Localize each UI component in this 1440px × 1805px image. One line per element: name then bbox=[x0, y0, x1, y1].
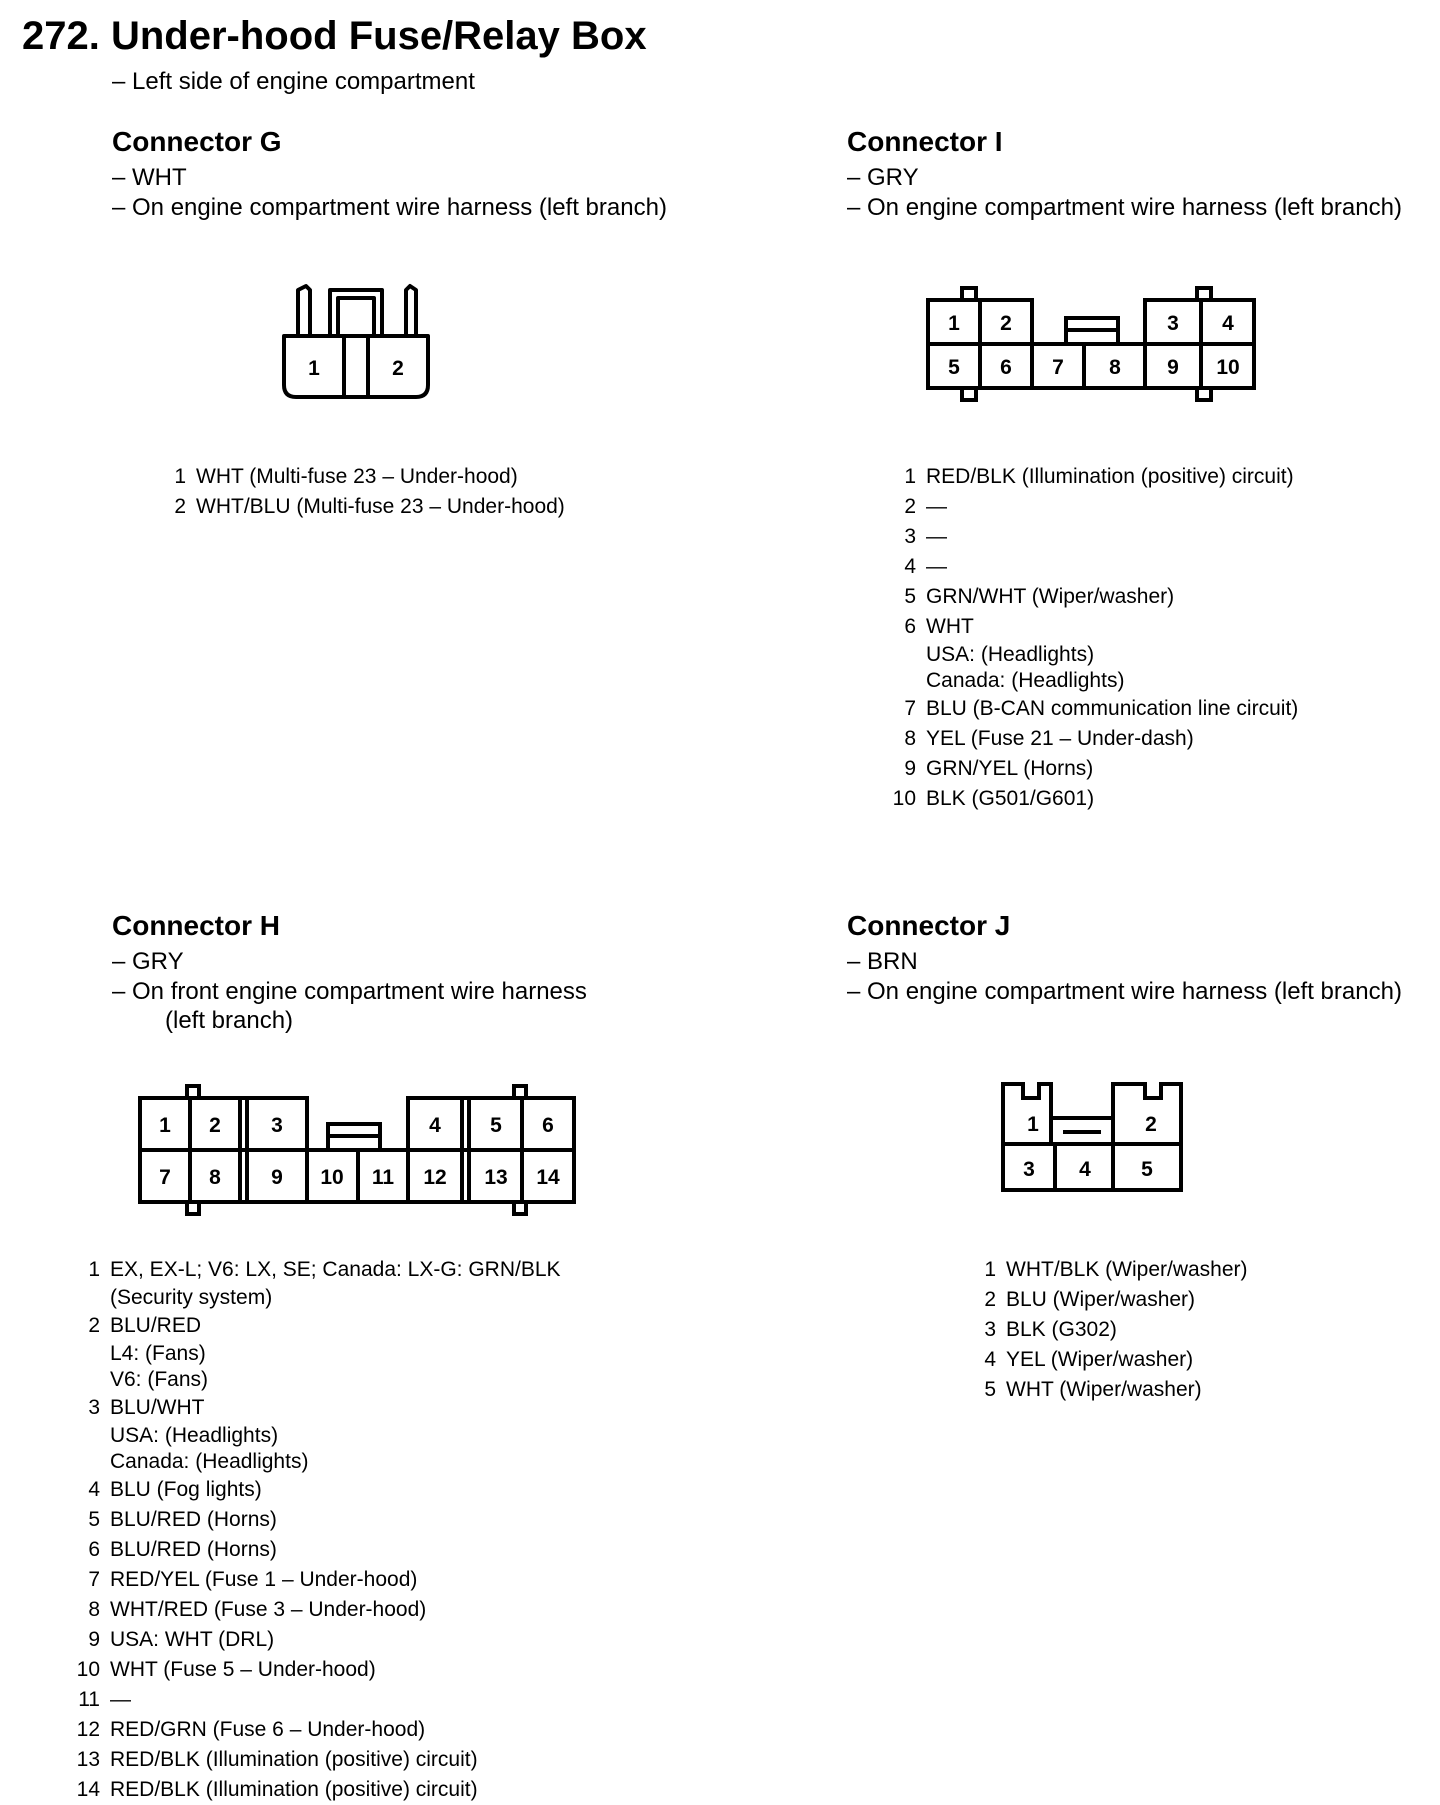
pin-row bbox=[64, 1535, 561, 1565]
connector-j-pin-list bbox=[960, 1255, 1248, 1405]
connector-h-pin-list bbox=[64, 1255, 561, 1805]
connector-g-left-latch bbox=[298, 286, 310, 336]
pin-description: BLU (Fog lights) bbox=[110, 1478, 262, 1501]
pin-number: 2 bbox=[984, 1288, 996, 1311]
connector-g-lock-inner bbox=[338, 298, 374, 336]
pin-row bbox=[880, 552, 1298, 582]
connector-i-cavity-label: 2 bbox=[1000, 312, 1012, 335]
connector-j-cavity-label: 5 bbox=[1141, 1158, 1153, 1181]
pin-row bbox=[64, 1715, 561, 1745]
connector-h-cavity-label: 6 bbox=[542, 1114, 554, 1137]
pin-row bbox=[64, 1625, 561, 1655]
connector-i-cavity-label: 4 bbox=[1222, 312, 1234, 335]
connector-h-cavity-label: 8 bbox=[209, 1166, 221, 1189]
connector-j-diagram bbox=[993, 1072, 1193, 1202]
pin-description: — bbox=[926, 525, 947, 548]
pin-number: 3 bbox=[984, 1318, 996, 1341]
pin-row bbox=[880, 724, 1298, 754]
pin-description-sub: L4: (Fans) bbox=[110, 1342, 206, 1365]
pin-row bbox=[64, 1595, 561, 1625]
pin-description-sub: USA: (Headlights) bbox=[110, 1424, 279, 1447]
pin-row bbox=[64, 1745, 561, 1775]
pin-row bbox=[64, 1655, 561, 1685]
pin-description: YEL (Fuse 21 – Under-dash) bbox=[926, 727, 1194, 750]
pin-description: RED/YEL (Fuse 1 – Under-hood) bbox=[110, 1568, 418, 1591]
pin-number: 3 bbox=[88, 1396, 100, 1419]
pin-row bbox=[960, 1345, 1248, 1375]
pin-row bbox=[960, 1285, 1248, 1315]
pin-description: BLU/RED (Horns) bbox=[110, 1538, 277, 1561]
connector-j-cavity-label: 1 bbox=[1027, 1113, 1039, 1136]
connector-i-title: Connector I bbox=[847, 126, 1003, 157]
connector-i-cavity-label: 3 bbox=[1167, 312, 1179, 335]
pin-number: 5 bbox=[904, 585, 916, 608]
pin-description: WHT/BLK (Wiper/washer) bbox=[1006, 1258, 1248, 1281]
connector-i-cavity-label: 5 bbox=[948, 356, 960, 379]
pin-number: 6 bbox=[88, 1538, 100, 1561]
pin-description: GRN/WHT (Wiper/washer) bbox=[926, 585, 1175, 608]
pin-description: WHT/BLU (Multi-fuse 23 – Under-hood) bbox=[196, 495, 565, 518]
pin-number: 4 bbox=[88, 1478, 100, 1501]
connector-h-cavity-label: 9 bbox=[271, 1166, 283, 1189]
pin-number: 2 bbox=[88, 1314, 100, 1337]
pin-description-sub: Canada: (Headlights) bbox=[110, 1450, 309, 1473]
connector-j-title: Connector J bbox=[847, 910, 1011, 941]
pin-row bbox=[880, 754, 1298, 784]
connector-h-title: Connector H bbox=[112, 910, 280, 941]
connector-g-cavity-label: 2 bbox=[392, 357, 404, 380]
pin-row bbox=[64, 1685, 561, 1715]
connector-h-cavity-label: 5 bbox=[490, 1114, 502, 1137]
pin-number: 10 bbox=[76, 1658, 100, 1681]
pin-row bbox=[64, 1255, 561, 1311]
connector-h-cavity-label: 14 bbox=[536, 1166, 560, 1189]
connector-h-color: – GRY bbox=[112, 948, 184, 975]
connector-i-cavity-label: 8 bbox=[1109, 356, 1121, 379]
pin-description: — bbox=[110, 1688, 131, 1711]
pin-row bbox=[64, 1565, 561, 1595]
pin-row bbox=[64, 1775, 561, 1805]
pin-number: 5 bbox=[984, 1378, 996, 1401]
connector-h-cavity-label: 3 bbox=[271, 1114, 283, 1137]
pin-description-main: BLU/RED bbox=[110, 1314, 202, 1337]
pin-number: 2 bbox=[904, 495, 916, 518]
connector-h-location-cont: (left branch) bbox=[165, 1007, 294, 1034]
pin-description bbox=[110, 1393, 308, 1475]
pin-description: BLU/RED (Horns) bbox=[110, 1508, 277, 1531]
pin-number: 4 bbox=[904, 555, 916, 578]
pin-description: BLK (G302) bbox=[1006, 1318, 1117, 1341]
pin-row bbox=[64, 1505, 561, 1535]
connector-j-color: – BRN bbox=[847, 948, 918, 975]
pin-number: 5 bbox=[88, 1508, 100, 1531]
pin-description: BLK (G501/G601) bbox=[926, 787, 1095, 810]
connector-h-cavity-label: 7 bbox=[159, 1166, 171, 1189]
connector-i-cavity-label: 6 bbox=[1000, 356, 1012, 379]
pin-number: 4 bbox=[984, 1348, 996, 1371]
pin-description-sub: (Security system) bbox=[110, 1286, 273, 1309]
pin-description: RED/BLK (Illumination (positive) circuit) bbox=[110, 1748, 478, 1771]
pin-row bbox=[880, 582, 1298, 612]
pin-description bbox=[110, 1255, 561, 1311]
pin-description: GRN/YEL (Horns) bbox=[926, 757, 1094, 780]
pin-row bbox=[880, 462, 1298, 492]
pin-description-sub: USA: (Headlights) bbox=[926, 643, 1095, 666]
pin-description bbox=[110, 1311, 208, 1393]
connector-j-location: – On engine compartment wire harness (left branch) bbox=[847, 978, 1402, 1005]
pin-description bbox=[926, 612, 1124, 694]
pin-number: 7 bbox=[88, 1568, 100, 1591]
connector-g-right-latch bbox=[406, 286, 416, 336]
pin-description: BLU (Wiper/washer) bbox=[1006, 1288, 1196, 1311]
pin-number: 3 bbox=[904, 525, 916, 548]
pin-description: USA: WHT (DRL) bbox=[110, 1628, 275, 1651]
connector-g-diagram bbox=[270, 280, 450, 410]
connector-g-color: – WHT bbox=[112, 164, 187, 191]
pin-description: RED/BLK (Illumination (positive) circuit) bbox=[110, 1778, 478, 1801]
connector-i-cavity-label: 7 bbox=[1052, 356, 1064, 379]
pin-row bbox=[880, 694, 1298, 724]
pin-row bbox=[880, 612, 1298, 694]
pin-number: 2 bbox=[174, 495, 186, 518]
connector-g-cavity-label: 1 bbox=[308, 357, 320, 380]
pin-number: 9 bbox=[88, 1628, 100, 1651]
pin-description: WHT (Multi-fuse 23 – Under-hood) bbox=[196, 465, 518, 488]
page-title: 272. Under-hood Fuse/Relay Box bbox=[22, 14, 647, 58]
pin-row bbox=[880, 522, 1298, 552]
connector-i-color: – GRY bbox=[847, 164, 919, 191]
connector-i-location: – On engine compartment wire harness (left branch) bbox=[847, 194, 1402, 221]
pin-number: 14 bbox=[76, 1778, 100, 1801]
connector-j-cavity-label: 4 bbox=[1079, 1158, 1091, 1181]
pin-number: 13 bbox=[76, 1748, 100, 1771]
pin-description: YEL (Wiper/washer) bbox=[1006, 1348, 1194, 1371]
connector-h-cavity-label: 2 bbox=[209, 1114, 221, 1137]
pin-number: 1 bbox=[174, 465, 186, 488]
connector-h-cavity-label: 4 bbox=[429, 1114, 441, 1137]
connector-h-cavity-label: 10 bbox=[320, 1166, 344, 1189]
connector-j-cavity-label: 2 bbox=[1145, 1113, 1157, 1136]
connector-h-cavity-label: 13 bbox=[484, 1166, 508, 1189]
connector-h-cavity-label: 12 bbox=[423, 1166, 447, 1189]
pin-description: RED/GRN (Fuse 6 – Under-hood) bbox=[110, 1718, 426, 1741]
connector-g-body bbox=[284, 336, 428, 397]
pin-row bbox=[64, 1311, 561, 1393]
pin-description: — bbox=[926, 555, 947, 578]
pin-number: 1 bbox=[88, 1258, 100, 1281]
pin-row bbox=[150, 492, 565, 522]
pin-description: BLU (B-CAN communication line circuit) bbox=[926, 697, 1299, 720]
pin-description-main: EX, EX-L; V6: LX, SE; Canada: LX-G: GRN/BLK bbox=[110, 1258, 561, 1281]
connector-i-cavity-label: 10 bbox=[1216, 356, 1240, 379]
pin-description: WHT (Wiper/washer) bbox=[1006, 1378, 1202, 1401]
pin-row bbox=[150, 462, 565, 492]
pin-description: WHT (Fuse 5 – Under-hood) bbox=[110, 1658, 376, 1681]
pin-number: 1 bbox=[984, 1258, 996, 1281]
pin-row bbox=[64, 1475, 561, 1505]
connector-j-cavity-label: 3 bbox=[1023, 1158, 1035, 1181]
connector-g-pin-list bbox=[150, 462, 565, 522]
pin-description: RED/BLK (Illumination (positive) circuit) bbox=[926, 465, 1294, 488]
pin-number: 6 bbox=[904, 615, 916, 638]
connector-g-location: – On engine compartment wire harness (left branch) bbox=[112, 194, 667, 221]
connector-i-diagram bbox=[920, 280, 1270, 420]
connector-i-cavity-label: 1 bbox=[948, 312, 960, 335]
pin-number: 9 bbox=[904, 757, 916, 780]
pin-number: 10 bbox=[892, 787, 916, 810]
pin-description-main: BLU/WHT bbox=[110, 1396, 205, 1419]
pin-row bbox=[880, 492, 1298, 522]
connector-h-diagram bbox=[132, 1078, 590, 1222]
connector-i-pin-list bbox=[880, 462, 1298, 814]
pin-number: 8 bbox=[88, 1598, 100, 1621]
pin-number: 11 bbox=[78, 1688, 100, 1711]
connector-g-title: Connector G bbox=[112, 126, 282, 157]
pin-number: 12 bbox=[76, 1718, 100, 1741]
pin-row bbox=[960, 1255, 1248, 1285]
pin-row bbox=[960, 1375, 1248, 1405]
pin-description-sub: Canada: (Headlights) bbox=[926, 669, 1125, 692]
pin-row bbox=[880, 784, 1298, 814]
pin-number: 7 bbox=[904, 697, 916, 720]
pin-row bbox=[960, 1315, 1248, 1345]
pin-number: 1 bbox=[904, 465, 916, 488]
pin-row bbox=[64, 1393, 561, 1475]
connector-h-location: – On front engine compartment wire harness bbox=[112, 978, 587, 1005]
connector-i-cavity-label: 9 bbox=[1167, 356, 1179, 379]
connector-h-cavity-label: 11 bbox=[371, 1166, 395, 1189]
pin-number: 8 bbox=[904, 727, 916, 750]
pin-description-sub: V6: (Fans) bbox=[110, 1368, 209, 1391]
pin-description: — bbox=[926, 495, 947, 518]
connector-h-cavity-label: 1 bbox=[159, 1114, 171, 1137]
page-subtitle: – Left side of engine compartment bbox=[112, 68, 475, 95]
pin-description: WHT/RED (Fuse 3 – Under-hood) bbox=[110, 1598, 427, 1621]
pin-description-main: WHT bbox=[926, 615, 974, 638]
